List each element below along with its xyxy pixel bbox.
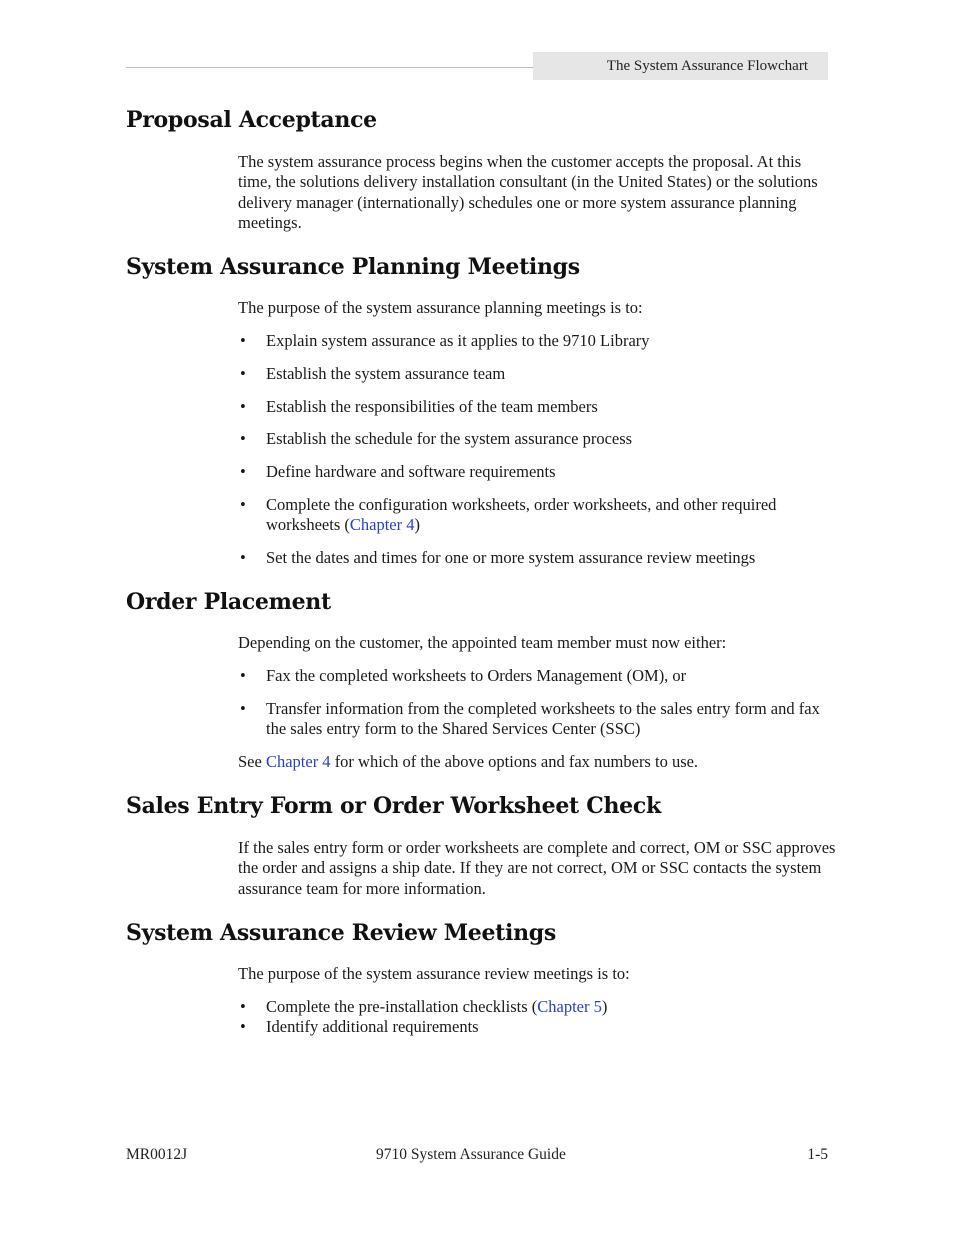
bullet-icon: •	[240, 495, 246, 514]
heading-proposal-acceptance: Proposal Acceptance	[126, 107, 377, 133]
list-item-text: Transfer information from the completed worksheets to the sales entry form and fax the sales entry form to the Shared Services Center (SSC)	[266, 699, 820, 739]
list-item-text: Explain system assurance as it applies to the 9710 Library	[266, 331, 650, 350]
chapter-4-link[interactable]: Chapter 4	[349, 515, 415, 535]
bullet-icon: •	[240, 429, 246, 448]
bullet-icon: •	[240, 397, 246, 416]
bullet-icon: •	[240, 997, 246, 1016]
footer-doc-id: MR0012J	[126, 1146, 188, 1163]
heading-order-placement: Order Placement	[126, 589, 331, 615]
bullet-icon: •	[240, 331, 246, 350]
bullet-icon: •	[240, 462, 246, 481]
bullet-icon: •	[240, 666, 246, 685]
list-item-text: Establish the responsibilities of the team members	[266, 397, 598, 416]
paragraph-planning-intro: The purpose of the system assurance planning meetings is to:	[238, 298, 643, 317]
bullet-icon: •	[240, 1017, 246, 1036]
footer-title: 9710 System Assurance Guide	[376, 1146, 566, 1163]
paragraph-proposal-acceptance: The system assurance process begins when the customer accepts the proposal. At this time, the solutions delivery installation consultant (in the United States) or the solutions delivery manager (internationally) schedules one or more system assurance planning meetings.	[238, 152, 818, 232]
bullet-icon: •	[240, 699, 246, 718]
paragraph-order-note: See Chapter 4 for which of the above options and fax numbers to use.	[238, 752, 699, 771]
list-item-text: Establish the system assurance team	[266, 364, 506, 383]
list-item-text: Complete the configuration worksheets, order worksheets, and other required worksheets (Chapter 4)	[266, 495, 777, 535]
chapter-4-link[interactable]: Chapter 4	[265, 752, 331, 771]
paragraph-worksheet-check: If the sales entry form or order worksheets are complete and correct, OM or SSC approves the order and assigns a ship date. If they are not correct, OM or SSC contacts the system assurance team for more information.	[238, 838, 836, 898]
heading-worksheet-check: Sales Entry Form or Order Worksheet Check	[126, 793, 661, 819]
footer-page-number: 1-5	[807, 1146, 828, 1163]
bullet-icon: •	[240, 548, 246, 567]
running-header: The System Assurance Flowchart	[533, 52, 828, 80]
paragraph-review-intro: The purpose of the system assurance review meetings is to:	[238, 964, 630, 983]
paragraph-order-intro: Depending on the customer, the appointed team member must now either:	[238, 633, 727, 652]
bullet-icon: •	[240, 364, 246, 383]
list-item-text: Fax the completed worksheets to Orders Management (OM), or	[266, 666, 687, 685]
list-item-text: Identify additional requirements	[266, 1017, 479, 1036]
list-item-text: Define hardware and software requirements	[266, 462, 556, 481]
list-item-text: Set the dates and times for one or more system assurance review meetings	[266, 548, 756, 567]
list-item-text: Establish the schedule for the system assurance process	[266, 429, 633, 448]
header-rule	[126, 67, 534, 68]
list-item-text: Complete the pre-installation checklists (Chapter 5)	[266, 997, 608, 1016]
chapter-5-link[interactable]: Chapter 5	[537, 997, 602, 1016]
heading-review-meetings: System Assurance Review Meetings	[126, 920, 556, 946]
heading-planning-meetings: System Assurance Planning Meetings	[126, 254, 580, 280]
